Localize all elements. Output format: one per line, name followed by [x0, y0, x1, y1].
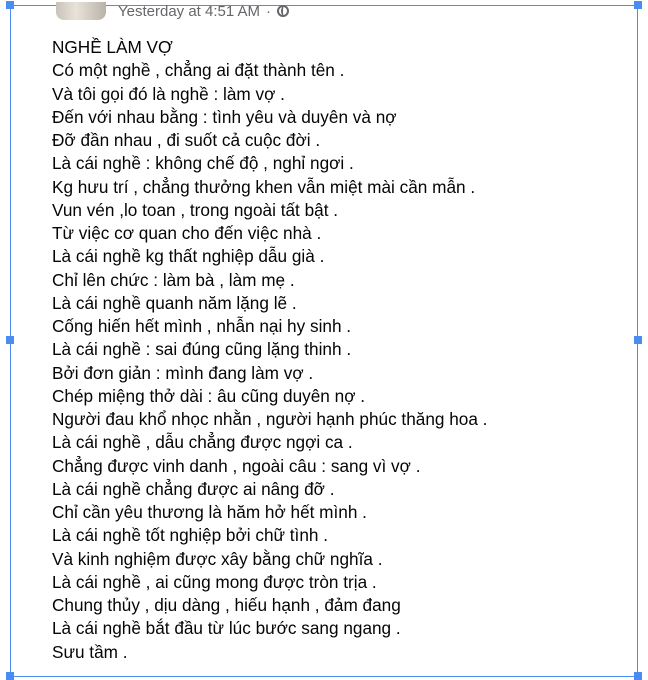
post-line: Là cái nghề quanh năm lặng lẽ . [52, 292, 297, 313]
globe-icon[interactable] [277, 5, 289, 17]
post-line: Là cái nghề chẳng được ai nâng đỡ . [52, 478, 335, 499]
post-line: Và tôi gọi đó là nghề : làm vợ . [52, 83, 285, 104]
resize-handle-bottom-left[interactable] [6, 672, 14, 680]
post-header [56, 0, 289, 22]
post-line: Là cái nghề : không chế độ , nghỉ ngơi . [52, 153, 354, 174]
post-line: Là cái nghề : sai đúng cũng lặng thinh . [52, 339, 352, 360]
resize-handle-middle-right[interactable] [634, 336, 642, 344]
post-timestamp[interactable]: Yesterday at 4:51 AM [118, 2, 261, 20]
post-text [52, 36, 632, 664]
post-line: Vun vén ,lo toan , trong ngoài tất bật . [52, 199, 339, 220]
resize-handle-top-left[interactable] [6, 1, 14, 9]
post-line: Từ việc cơ quan cho đến việc nhà . [52, 223, 322, 243]
post-line: Chỉ lên chức : làm bà , làm mẹ . [52, 269, 295, 290]
post-line: Sưu tầm . [52, 641, 128, 662]
post-line: Chẳng được vinh danh , ngoài câu : sang vì vợ . [52, 455, 421, 476]
post-line: Cống hiến hết mình , nhẫn nại hy sinh . [52, 316, 352, 336]
post-line: Và kinh nghiệm được xây bằng chữ nghĩa . [52, 548, 383, 569]
post-line: Kg hưu trí , chẳng thưởng khen vẫn miệt mài cần mẫn . [52, 176, 476, 197]
post-line: Có một nghề , chẳng ai đặt thành tên . [52, 60, 345, 81]
post-line: Là cái nghề tốt nghiệp bởi chữ tình . [52, 525, 328, 546]
post-line: Chép miệng thở dài : âu cũng duyên nợ . [52, 385, 366, 406]
post-title: NGHỀ LÀM VỢ [52, 37, 173, 57]
meta-separator: · [266, 2, 272, 20]
post-line: Chung thủy , dịu dàng , hiếu hạnh , đảm đang [52, 595, 401, 615]
post-line: Người đau khổ nhọc nhằn , người hạnh phúc thăng hoa . [52, 409, 488, 429]
post-line: Là cái nghề , ai cũng mong được tròn trịa . [52, 571, 377, 592]
resize-handle-bottom-right[interactable] [634, 672, 642, 680]
post-line: Là cái nghề bắt đầu từ lúc bước sang ngang . [52, 618, 401, 639]
avatar[interactable] [56, 2, 106, 20]
post-line: Đến với nhau bằng : tình yêu và duyên và nợ [52, 106, 397, 127]
post-line: Đỡ đần nhau , đi suốt cả cuộc đời . [52, 130, 321, 150]
post-line: Bởi đơn giản : mình đang làm vợ . [52, 362, 314, 383]
post-line: Là cái nghề , dẫu chẳng được ngợi ca . [52, 432, 353, 453]
resize-handle-middle-left[interactable] [6, 336, 14, 344]
post-line: Là cái nghề kg thất nghiệp dẫu già . [52, 246, 325, 267]
post-line: Chỉ cần yêu thương là hăm hở hết mình . [52, 502, 367, 522]
resize-handle-top-right[interactable] [634, 1, 642, 9]
